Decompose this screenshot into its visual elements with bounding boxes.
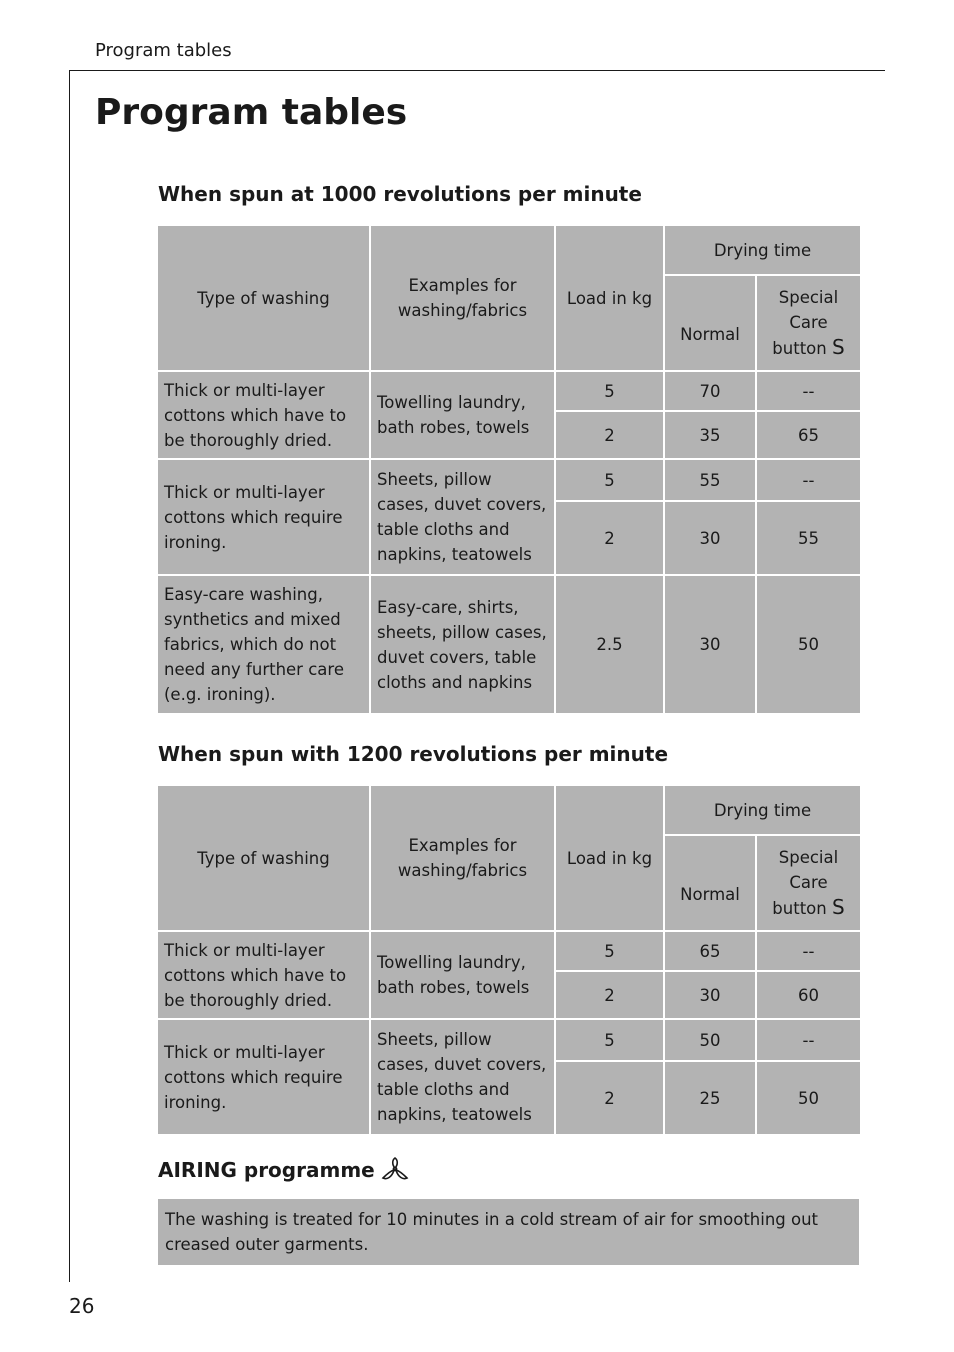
t1-normal-cell: 30 xyxy=(665,576,755,713)
t1-special-cell: -- xyxy=(757,460,860,500)
t2-examples-cell: Towelling laundry, bath robes, towels xyxy=(371,932,554,1018)
t1-type-cell: Easy-care washing, synthetics and mixed fabrics, which do not need any further care (e.g. ironing). xyxy=(158,576,369,713)
header-type: Type of washing xyxy=(158,226,369,370)
header-special-label: Special Care button xyxy=(772,288,839,358)
t2-load-cell: 5 xyxy=(556,932,663,970)
header-drying-time: Drying time xyxy=(665,786,860,834)
header-normal: Normal xyxy=(665,276,755,370)
t1-examples-cell: Towelling laundry, bath robes, towels xyxy=(371,372,554,458)
t2-special-cell: 50 xyxy=(757,1062,860,1134)
t1-load-cell: 2 xyxy=(556,412,663,458)
header-normal: Normal xyxy=(665,836,755,930)
special-care-s-icon: S xyxy=(831,895,845,919)
program-table-1200 xyxy=(156,784,862,1136)
t2-type-cell: Thick or multi-layer cottons which require ironing. xyxy=(158,1020,369,1134)
special-care-s-icon: S xyxy=(831,335,845,359)
t1-type-cell: Thick or multi-layer cottons which require ironing. xyxy=(158,460,369,574)
t2-normal-cell: 25 xyxy=(665,1062,755,1134)
t2-load-cell: 2 xyxy=(556,972,663,1018)
page-title: Program tables xyxy=(95,92,408,133)
t1-load-cell: 2 xyxy=(556,502,663,574)
t1-normal-cell: 70 xyxy=(665,372,755,410)
t2-load-cell: 2 xyxy=(556,1062,663,1134)
t2-normal-cell: 65 xyxy=(665,932,755,970)
header-drying-time: Drying time xyxy=(665,226,860,274)
running-head: Program tables xyxy=(95,40,232,61)
t2-special-cell: 60 xyxy=(757,972,860,1018)
t2-load-cell: 5 xyxy=(556,1020,663,1060)
airing-heading-label: AIRING programme xyxy=(158,1158,375,1182)
t1-normal-cell: 30 xyxy=(665,502,755,574)
t1-load-cell: 5 xyxy=(556,460,663,500)
t1-load-cell: 5 xyxy=(556,372,663,410)
header-load: Load in kg xyxy=(556,226,663,370)
table2-heading: When spun with 1200 revolutions per minute xyxy=(158,742,669,766)
t1-examples-cell: Easy-care, shirts, sheets, pillow cases, duvet covers, table cloths and napkins xyxy=(371,576,554,713)
t2-normal-cell: 30 xyxy=(665,972,755,1018)
header-examples: Examples for washing/fabrics xyxy=(371,226,554,370)
header-special-care xyxy=(757,276,860,370)
header-special-label: Special Care button xyxy=(772,848,839,918)
t1-normal-cell: 55 xyxy=(665,460,755,500)
airing-description: The washing is treated for 10 minutes in a cold stream of air for smoothing out creased outer garments. xyxy=(158,1199,859,1265)
t1-examples-cell: Sheets, pillow cases, duvet covers, table cloths and napkins, teatowels xyxy=(371,460,554,574)
program-table-1000 xyxy=(156,224,862,715)
table1-heading: When spun at 1000 revolutions per minute xyxy=(158,182,642,206)
t1-normal-cell: 35 xyxy=(665,412,755,458)
header-type: Type of washing xyxy=(158,786,369,930)
t1-special-cell: 50 xyxy=(757,576,860,713)
t1-special-cell: 65 xyxy=(757,412,860,458)
t1-special-cell: -- xyxy=(757,372,860,410)
fan-icon xyxy=(381,1157,409,1186)
airing-heading xyxy=(158,1157,409,1186)
t2-special-cell: -- xyxy=(757,932,860,970)
header-examples: Examples for washing/fabrics xyxy=(371,786,554,930)
t1-type-cell: Thick or multi-layer cottons which have to be thoroughly dried. xyxy=(158,372,369,458)
t2-examples-cell: Sheets, pillow cases, duvet covers, table cloths and napkins, teatowels xyxy=(371,1020,554,1134)
t1-load-cell: 2.5 xyxy=(556,576,663,713)
margin-rule xyxy=(69,70,70,1282)
header-rule xyxy=(69,70,885,71)
t1-special-cell: 55 xyxy=(757,502,860,574)
header-load: Load in kg xyxy=(556,786,663,930)
t2-normal-cell: 50 xyxy=(665,1020,755,1060)
header-special-care xyxy=(757,836,860,930)
page-number: 26 xyxy=(69,1294,95,1318)
t2-special-cell: -- xyxy=(757,1020,860,1060)
t2-type-cell: Thick or multi-layer cottons which have to be thoroughly dried. xyxy=(158,932,369,1018)
